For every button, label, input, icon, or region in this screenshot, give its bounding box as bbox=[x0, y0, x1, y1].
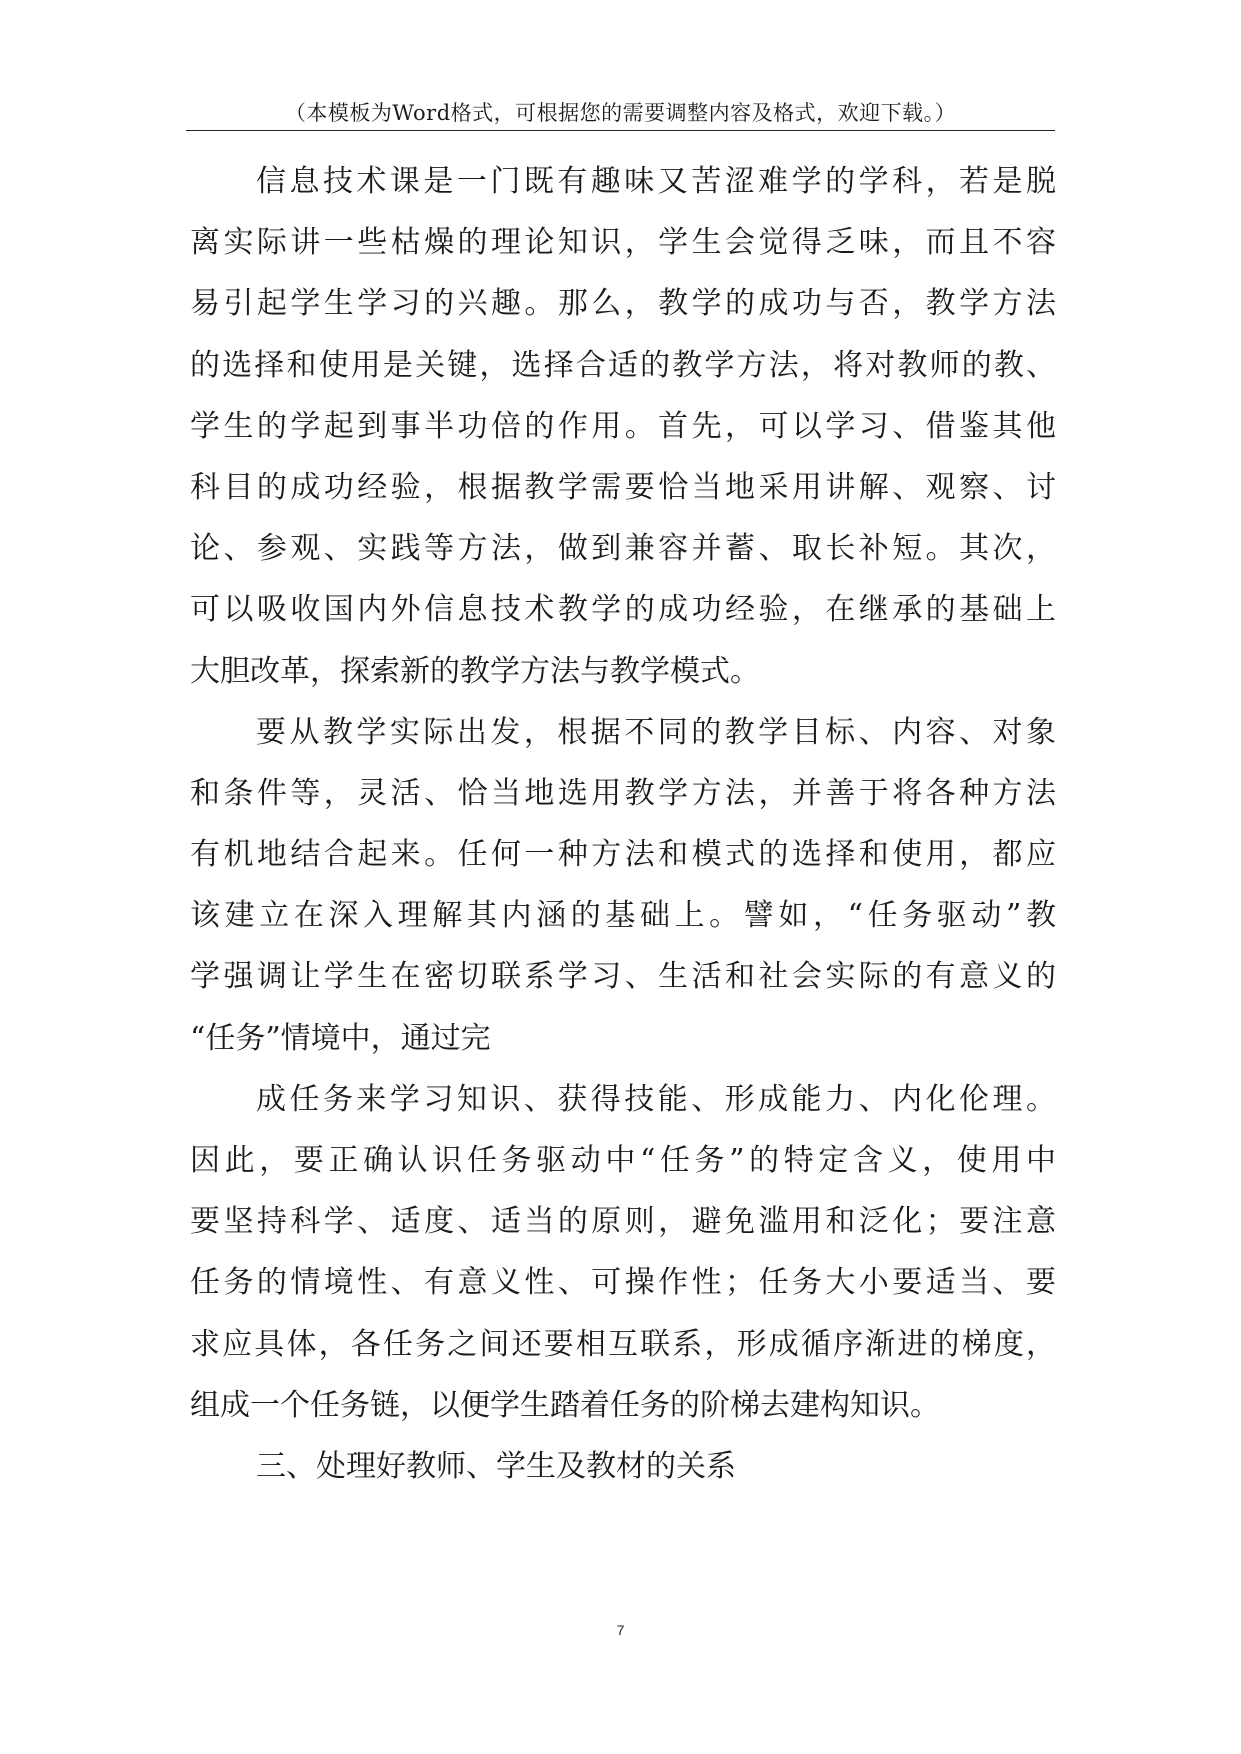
paragraph-line: 学强调让学生在密切联系学习、生活和社会实际的有意义的 bbox=[190, 959, 1056, 995]
paragraph-line: 因此，要正确认识任务驱动中“任务”的特定含义，使用中 bbox=[190, 1143, 1056, 1178]
paragraph-line: 信息技术课是一门既有趣味又苦涩难学的学科，若是脱 bbox=[256, 164, 1056, 199]
paragraph-line: 论、参观、实践等方法，做到兼容并蓄、取长补短。其次， bbox=[190, 531, 1056, 567]
paragraph-line: 该建立在深入理解其内涵的基础上。譬如，“任务驱动”教 bbox=[190, 898, 1056, 934]
section-heading: 三、处理好教师、学生及教材的关系 bbox=[256, 1448, 736, 1484]
paragraph-line: 大胆改革，探索新的教学方法与教学模式。 bbox=[190, 653, 760, 689]
paragraph-line: “任务”情境中，通过完 bbox=[190, 1020, 491, 1056]
paragraph-line: 离实际讲一些枯燥的理论知识，学生会觉得乏味，而且不容 bbox=[190, 225, 1056, 261]
header-divider bbox=[186, 130, 1055, 131]
paragraph-line: 成任务来学习知识、获得技能、形成能力、内化伦理。 bbox=[256, 1081, 1056, 1117]
page-number: 7 bbox=[616, 1622, 625, 1638]
paragraph-line: 要从教学实际出发，根据不同的教学目标、内容、对象 bbox=[256, 714, 1056, 750]
paragraph-line: 有机地结合起来。任何一种方法和模式的选择和使用，都应 bbox=[190, 837, 1056, 873]
paragraph-line: 科目的成功经验，根据教学需要恰当地采用讲解、观察、讨 bbox=[190, 469, 1056, 505]
paragraph-line: 学生的学起到事半功倍的作用。首先，可以学习、借鉴其他 bbox=[190, 408, 1056, 444]
paragraph-line: 要坚持科学、适度、适当的原则，避免滥用和泛化；要注意 bbox=[190, 1204, 1056, 1240]
paragraph-line: 可以吸收国内外信息技术教学的成功经验，在继承的基础上 bbox=[190, 592, 1056, 628]
paragraph-line: 易引起学生学习的兴趣。那么，教学的成功与否，教学方法 bbox=[190, 286, 1056, 322]
paragraph-line: 组成一个任务链，以便学生踏着任务的阶梯去建构知识。 bbox=[190, 1387, 940, 1423]
paragraph-line: 任务的情境性、有意义性、可操作性；任务大小要适当、要 bbox=[190, 1265, 1056, 1301]
document-body bbox=[190, 151, 1056, 1497]
paragraph-line: 求应具体，各任务之间还要相互联系，形成循序渐进的梯度， bbox=[190, 1326, 1056, 1362]
document-header-note: （本模板为Word格式，可根据您的需要调整内容及格式，欢迎下载。） bbox=[284, 101, 957, 125]
paragraph-line: 和条件等，灵活、恰当地选用教学方法，并善于将各种方法 bbox=[190, 775, 1056, 811]
paragraph-line: 的选择和使用是关键，选择合适的教学方法，将对教师的教、 bbox=[190, 347, 1056, 383]
